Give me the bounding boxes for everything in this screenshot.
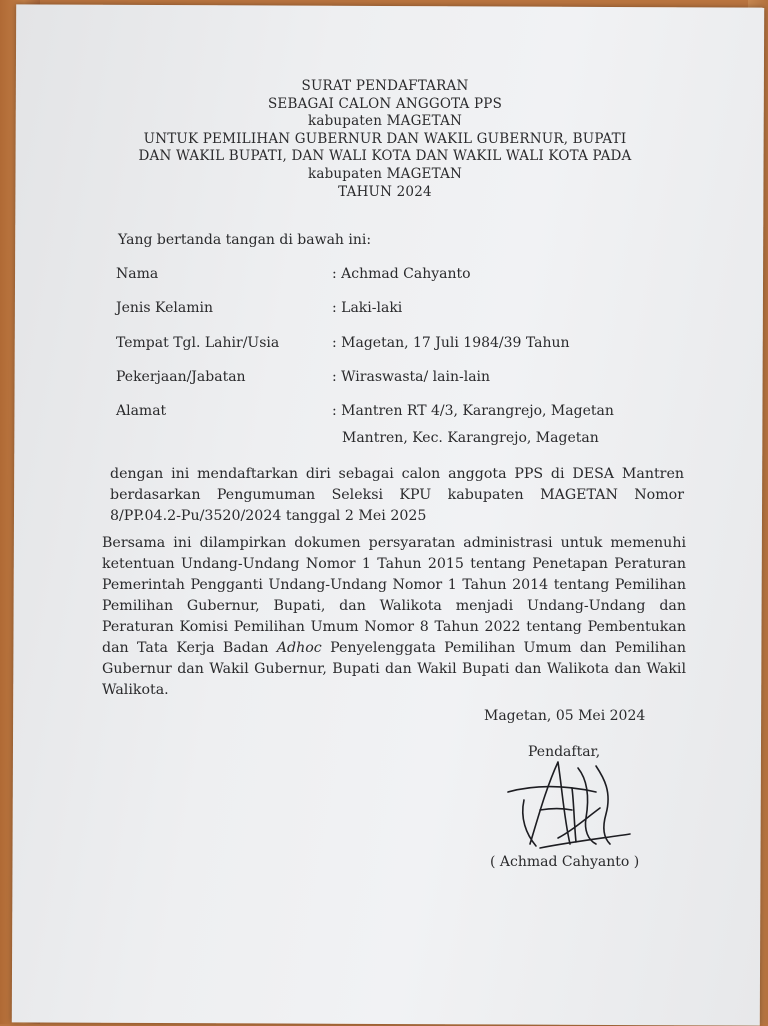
place-and-date: Magetan, 05 Mei 2024 (484, 708, 646, 724)
header-line: TAHUN 2024 (338, 183, 432, 200)
header-line: kabupaten MAGETAN (307, 113, 463, 130)
field-value: : Magetan, 17 Juli 1984/39 Tahun (332, 335, 570, 351)
document-header (100, 78, 670, 201)
field-value: : Laki-laki (332, 300, 403, 316)
intro-text: Yang bertanda tangan di bawah ini: (118, 232, 372, 248)
field-value: : Wiraswasta/ lain-lain (332, 369, 491, 385)
field-label: Nama (116, 266, 159, 282)
field-label: Pekerjaan/Jabatan (116, 369, 246, 385)
registration-paragraph: dengan ini mendaftarkan diri sebagai calon anggota PPS di DESA Mantren berdasarkan Pengumuman Seleksi KPU kabupaten MAGETAN Nomor 8/PP.04.2-Pu/3520/2024 tanggal 2 Mei 2025 (110, 466, 684, 524)
field-value: : Mantren RT 4/3, Karangrejo, Magetan (332, 403, 614, 419)
field-label: Jenis Kelamin (116, 300, 213, 316)
header-line: SEBAGAI CALON ANGGOTA PPS (267, 95, 503, 112)
signatory-role: Pendaftar, (528, 744, 601, 760)
field-label: Alamat (116, 403, 167, 419)
signatory-name: ( Achmad Cahyanto ) (490, 854, 640, 870)
header-line: UNTUK PEMILIHAN GUBERNUR DAN WAKIL GUBERNUR, BUPATI (143, 130, 627, 147)
attachment-text-after: Penyelenggata Pemilihan Umum dan Pemilihan Gubernur dan Wakil Gubernur, Bupati dan Wakil Bupati dan Walikota dan Wakil Walikota. (102, 640, 686, 698)
attachment-text-before: Bersama ini dilampirkan dokumen persyaratan administrasi untuk memenuhi ketentuan Undang-Undang Nomor 1 Tahun 2015 tentang Penetapan Peraturan Pemerintah Pengganti Undang-Undang Nomor 1 Tahun 2014 tentang Pemilihan Pemilihan Gubernur, Bupati, dan Walikota menjadi Undang-Undang dan Peraturan Komisi Pemilihan Umum Nomor 8 Tahun 2022 tentang Pembentukan dan Tata Kerja Badan (102, 535, 686, 656)
header-line: SURAT PENDAFTARAN (301, 78, 469, 94)
handwritten-signature (500, 748, 650, 858)
header-line: DAN WAKIL BUPATI, DAN WALI KOTA DAN WAKIL WALI KOTA PADA (138, 148, 632, 165)
attachment-text-italic: Adhoc (276, 640, 322, 656)
field-value: : Achmad Cahyanto (332, 266, 471, 282)
header-line: kabupaten MAGETAN (307, 165, 463, 182)
field-label: Tempat Tgl. Lahir/Usia (116, 335, 280, 351)
attachment-paragraph (102, 533, 686, 701)
field-value-continued: Mantren, Kec. Karangrejo, Magetan (342, 430, 599, 446)
